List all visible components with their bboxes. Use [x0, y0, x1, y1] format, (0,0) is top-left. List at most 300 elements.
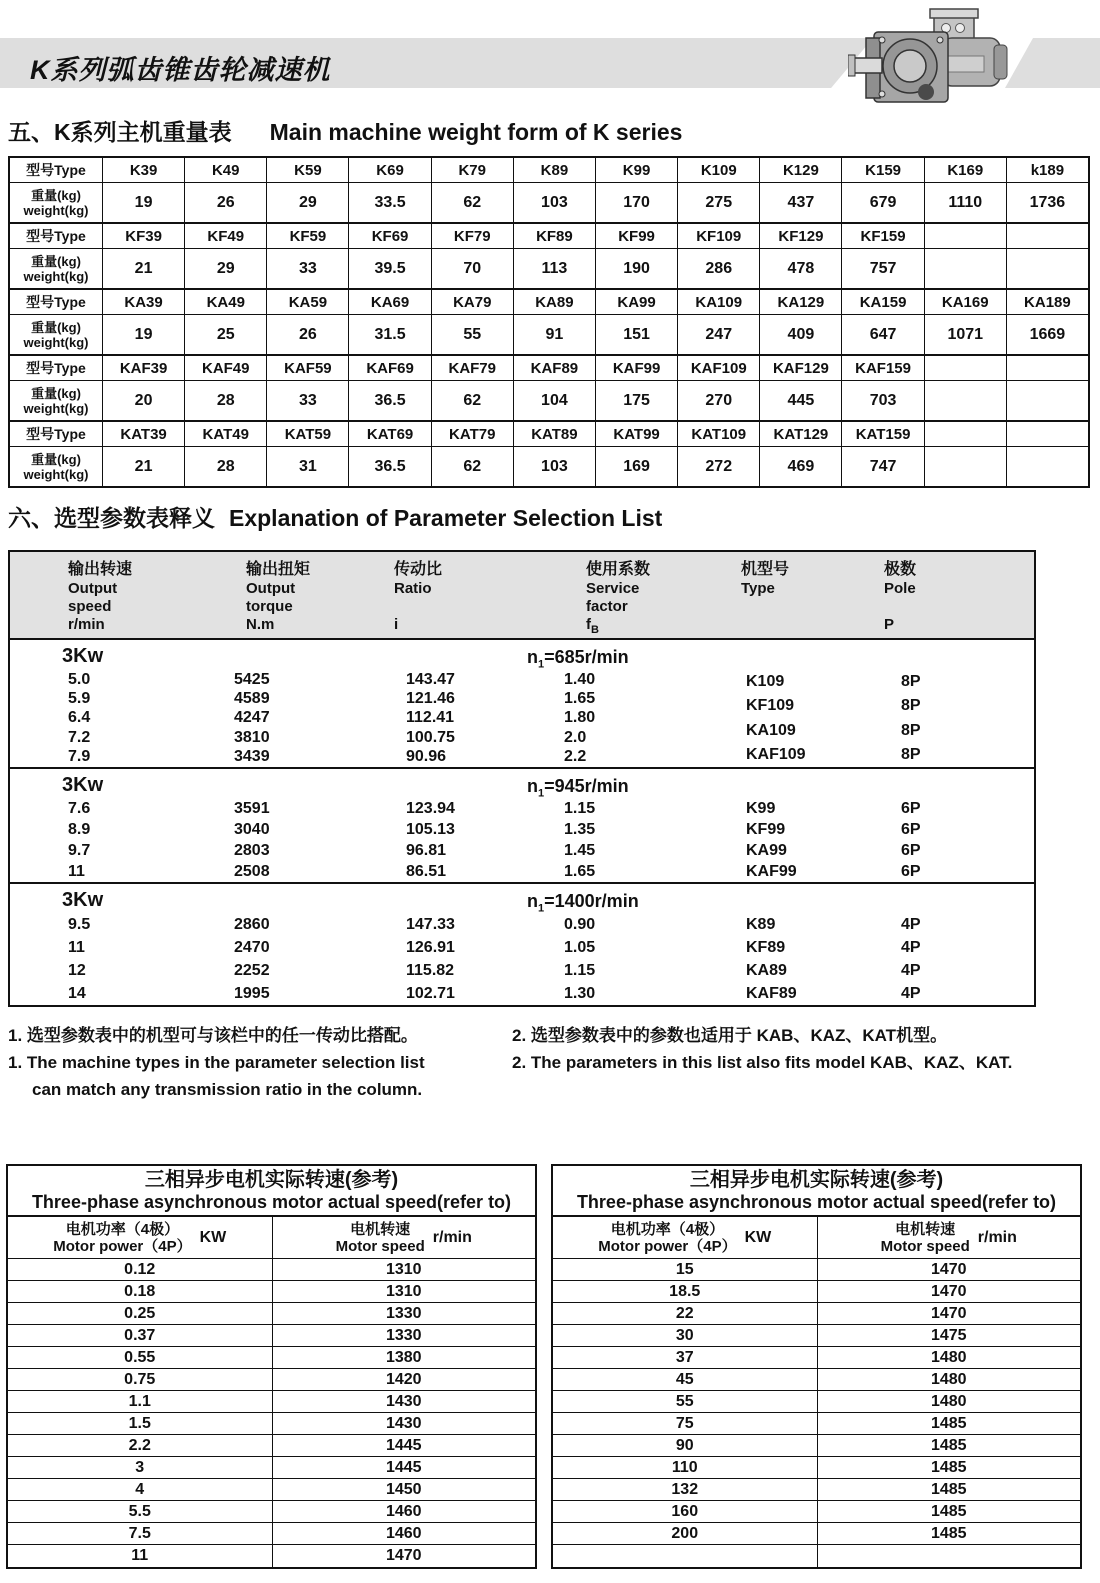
- weight-cell: 272: [677, 446, 759, 486]
- type-cell: KAT159: [841, 420, 923, 446]
- type-cell: KA49: [184, 288, 266, 314]
- motor-table-title: 三相异步电机实际转速(参考) Three-phase asynchronous motor actual speed(refer to): [8, 1166, 535, 1217]
- weight-cell: 170: [595, 182, 677, 222]
- type-cell: KAF109: [677, 354, 759, 380]
- output-torque-value: 3591: [234, 800, 270, 818]
- motor-speed-tables: [6, 1164, 1082, 1569]
- section-5-title-cn: 五、K系列主机重量表: [8, 119, 232, 145]
- weight-cell: 270: [677, 380, 759, 420]
- output-torque-value: 2470: [234, 939, 270, 957]
- type-value: KAF109: [746, 745, 806, 763]
- note-1-en-line1: 1. The machine types in the parameter selection list: [8, 1053, 425, 1072]
- section-5-title-en: Main machine weight form of K series: [269, 119, 683, 145]
- motor-table-row: [8, 1523, 535, 1545]
- type-cell: K129: [759, 156, 841, 182]
- motor-power-cell: 22: [675, 1304, 694, 1322]
- motor-power-cell: 45: [675, 1370, 694, 1388]
- motor-power-cell: 7.5: [128, 1524, 151, 1542]
- weight-table: [8, 156, 1090, 488]
- service-factor-column: [506, 670, 666, 767]
- power-label: 3Kw: [62, 645, 104, 667]
- type-value: KF99: [746, 821, 786, 839]
- pole-value: 4P: [901, 984, 921, 1002]
- output-speed-value: 9.7: [68, 841, 91, 859]
- motor-power-cell: 200: [671, 1524, 699, 1542]
- type-cell: KAT129: [759, 420, 841, 446]
- motor-speed-cell: 1485: [817, 1523, 1081, 1544]
- type-cell: K169: [924, 156, 1006, 182]
- ratio-value: 147.33: [406, 916, 455, 934]
- output-torque-value: 2803: [234, 841, 270, 859]
- type-row-header: 型号Type: [10, 288, 102, 314]
- type-cell: KA89: [513, 288, 595, 314]
- type-cell: KAF79: [431, 354, 513, 380]
- type-cell: KAF89: [513, 354, 595, 380]
- type-cell: KAT69: [348, 420, 430, 446]
- weight-cell: [1006, 248, 1088, 288]
- motor-power-cell: 0.55: [124, 1348, 156, 1366]
- motor-speed-cell: 1430: [272, 1391, 536, 1412]
- weight-cell: 20: [102, 380, 184, 420]
- motor-speed-header: 电机转速 Motor speed r/min: [272, 1217, 536, 1258]
- parameter-column-header: 输出转速 Output speed r/min: [68, 561, 133, 633]
- output-torque-value: 2252: [234, 961, 270, 979]
- weight-cell: 104: [513, 380, 595, 420]
- motor-power-cell: 0.37: [124, 1326, 156, 1344]
- type-cell: KF59: [266, 222, 348, 248]
- ratio-value: 86.51: [406, 862, 447, 880]
- pole-value: 6P: [901, 800, 921, 818]
- weight-cell: [924, 248, 1006, 288]
- pole-value: 4P: [901, 961, 921, 979]
- type-cell: KAT99: [595, 420, 677, 446]
- type-cell: KF39: [102, 222, 184, 248]
- motor-table-row: [8, 1259, 535, 1281]
- motor-speed-header: 电机转速 Motor speed r/min: [817, 1217, 1081, 1258]
- motor-speed-table: [551, 1164, 1082, 1569]
- weight-row-header: 重量(kg) weight(kg): [10, 446, 102, 486]
- type-cell: KF99: [595, 222, 677, 248]
- output-speed-value: 7.2: [68, 728, 91, 746]
- weight-cell: 62: [431, 182, 513, 222]
- motor-speed-cell: 1480: [817, 1391, 1081, 1412]
- weight-cell: 478: [759, 248, 841, 288]
- input-speed-label: $n_1=685r/\min$: [527, 647, 629, 671]
- type-cell: KA69: [348, 288, 430, 314]
- weight-cell: 39.5: [348, 248, 430, 288]
- weight-cell: 747: [841, 446, 923, 486]
- weight-cell: 409: [759, 314, 841, 354]
- weight-cell: 55: [431, 314, 513, 354]
- weight-cell: 679: [841, 182, 923, 222]
- pole-value: 8P: [901, 697, 921, 715]
- output-speed-value: 6.4: [68, 709, 91, 727]
- ratio-column: [336, 799, 506, 882]
- motor-speed-cell: 1470: [272, 1545, 536, 1567]
- motor-table-row: [8, 1303, 535, 1325]
- motor-power-cell: 110: [671, 1458, 698, 1476]
- weight-cell: 1110: [924, 182, 1006, 222]
- ratio-value: 90.96: [406, 748, 447, 766]
- weight-row-header: 重量(kg) weight(kg): [10, 380, 102, 420]
- motor-power-cell: 0.12: [124, 1260, 156, 1278]
- output-torque-value: 2860: [234, 916, 270, 934]
- service-factor-value: 1.65: [564, 690, 596, 708]
- type-cell: KAT89: [513, 420, 595, 446]
- section-6-title-cn: 六、选型参数表释义: [8, 505, 215, 531]
- motor-table-row: [553, 1325, 1080, 1347]
- weight-cell: 19: [102, 182, 184, 222]
- pole-column: [826, 799, 1034, 882]
- motor-power-cell: 15: [675, 1260, 694, 1278]
- motor-speed-cell: 1485: [817, 1435, 1081, 1456]
- output-torque-column: [176, 799, 336, 882]
- output-speed-value: 7.6: [68, 800, 91, 818]
- type-cell: KA189: [1006, 288, 1088, 314]
- weight-cell: 31: [266, 446, 348, 486]
- output-torque-column: [176, 914, 336, 1005]
- type-cell: KAF69: [348, 354, 430, 380]
- motor-speed-unit: r/min: [977, 1228, 1017, 1246]
- service-factor-column: [506, 914, 666, 1005]
- motor-table-row: [553, 1281, 1080, 1303]
- ratio-column: [336, 670, 506, 767]
- motor-power-cell: 75: [675, 1414, 694, 1432]
- motor-table-row: [553, 1435, 1080, 1457]
- ratio-value: 115.82: [406, 961, 455, 979]
- motor-power-cell: 1.1: [128, 1392, 151, 1410]
- motor-table-row: [553, 1391, 1080, 1413]
- weight-cell: 1736: [1006, 182, 1088, 222]
- output-speed-column: [10, 799, 176, 882]
- type-cell: KA59: [266, 288, 348, 314]
- service-factor-value: 1.30: [564, 984, 596, 1002]
- weight-cell: 26: [266, 314, 348, 354]
- motor-power-cell: 3: [135, 1458, 145, 1476]
- type-value: KF109: [746, 697, 795, 715]
- type-cell: KA159: [841, 288, 923, 314]
- type-cell: K69: [348, 156, 430, 182]
- weight-cell: [1006, 446, 1088, 486]
- note-1: [8, 1022, 425, 1103]
- weight-cell: 275: [677, 182, 759, 222]
- motor-speed-cell: 1475: [817, 1325, 1081, 1346]
- motor-power-cell: 0.75: [124, 1370, 156, 1388]
- motor-power-cell: 160: [671, 1502, 699, 1520]
- gear-motor-image: [848, 4, 1016, 112]
- motor-speed-cell: 1480: [817, 1347, 1081, 1368]
- motor-table-row: [553, 1479, 1080, 1501]
- motor-table-row: [8, 1369, 535, 1391]
- type-cell: K99: [595, 156, 677, 182]
- weight-cell: 36.5: [348, 380, 430, 420]
- output-torque-value: 3810: [234, 728, 270, 746]
- motor-power-cell: 5.5: [128, 1502, 151, 1520]
- motor-speed-cell: 1310: [272, 1259, 536, 1280]
- motor-speed-cell: 1450: [272, 1479, 536, 1500]
- motor-power-unit: KW: [199, 1228, 227, 1246]
- weight-cell: 36.5: [348, 446, 430, 486]
- motor-power-cell: 2.2: [128, 1436, 151, 1454]
- type-cell: KAT49: [184, 420, 266, 446]
- type-cell: KF49: [184, 222, 266, 248]
- weight-cell: 70: [431, 248, 513, 288]
- motor-speed-cell: 1310: [272, 1281, 536, 1302]
- type-row-header: 型号Type: [10, 222, 102, 248]
- motor-power-cell: 11: [131, 1547, 149, 1564]
- motor-speed-table: [6, 1164, 537, 1569]
- weight-cell: 62: [431, 446, 513, 486]
- type-cell: KA39: [102, 288, 184, 314]
- output-torque-value: 3040: [234, 821, 270, 839]
- type-cell: KF89: [513, 222, 595, 248]
- motor-table-rows: [553, 1259, 1080, 1567]
- weight-cell: [1006, 380, 1088, 420]
- motor-power-header: 电机功率（4极） Motor power（4P） KW: [53, 1220, 227, 1255]
- output-speed-column: [10, 670, 176, 767]
- motor-table-header: [8, 1217, 535, 1259]
- weight-row-header: 重量(kg) weight(kg): [10, 182, 102, 222]
- motor-speed-cell: [817, 1545, 1081, 1567]
- type-row-header: 型号Type: [10, 354, 102, 380]
- type-column: [666, 799, 826, 882]
- type-cell: KAF49: [184, 354, 266, 380]
- note-1-en-line2: can match any transmission ratio in the column.: [32, 1080, 423, 1099]
- type-value: KA89: [746, 961, 787, 979]
- weight-cell: 757: [841, 248, 923, 288]
- weight-cell: 647: [841, 314, 923, 354]
- type-cell: [924, 222, 1006, 248]
- service-factor-value: 1.40: [564, 670, 596, 688]
- motor-table-row: [8, 1457, 535, 1479]
- input-speed-label: $n_1=1400r/\min$: [527, 891, 639, 915]
- weight-cell: 91: [513, 314, 595, 354]
- weight-cell: 113: [513, 248, 595, 288]
- weight-cell: 1071: [924, 314, 1006, 354]
- weight-cell: 103: [513, 446, 595, 486]
- pole-value: 8P: [901, 721, 921, 739]
- output-speed-value: 5.9: [68, 690, 91, 708]
- service-factor-value: 2.2: [564, 748, 587, 766]
- motor-speed-cell: 1485: [817, 1457, 1081, 1478]
- type-cell: KAT59: [266, 420, 348, 446]
- parameter-table-body: [10, 640, 1034, 1005]
- motor-table-row: [553, 1545, 1080, 1567]
- weight-cell: 28: [184, 446, 266, 486]
- parameter-table-header: [10, 552, 1034, 640]
- motor-speed-cell: 1460: [272, 1523, 536, 1544]
- type-cell: KA129: [759, 288, 841, 314]
- output-speed-column: [10, 914, 176, 1005]
- weight-cell: 1669: [1006, 314, 1088, 354]
- ratio-value: 100.75: [406, 728, 455, 746]
- output-torque-value: 2508: [234, 862, 270, 880]
- type-cell: KAF129: [759, 354, 841, 380]
- motor-table-row: [8, 1391, 535, 1413]
- weight-cell: 169: [595, 446, 677, 486]
- service-factor-value: 0.90: [564, 916, 596, 934]
- type-cell: KF109: [677, 222, 759, 248]
- type-cell: K59: [266, 156, 348, 182]
- type-cell: KAF59: [266, 354, 348, 380]
- motor-table-row: [553, 1303, 1080, 1325]
- output-torque-column: [176, 670, 336, 767]
- output-speed-value: 11: [68, 939, 85, 957]
- motor-table-row: [553, 1259, 1080, 1281]
- weight-cell: 21: [102, 248, 184, 288]
- weight-cell: 151: [595, 314, 677, 354]
- type-cell: KA99: [595, 288, 677, 314]
- type-cell: K109: [677, 156, 759, 182]
- parameter-column-header: 极数 Pole P: [884, 561, 917, 633]
- output-speed-value: 9.5: [68, 916, 91, 934]
- motor-table-row: [8, 1325, 535, 1347]
- pole-value: 6P: [901, 862, 921, 880]
- ratio-column: [336, 914, 506, 1005]
- motor-power-cell: 30: [675, 1326, 694, 1344]
- motor-table-row: [553, 1457, 1080, 1479]
- weight-cell: 28: [184, 380, 266, 420]
- parameter-column-header: 使用系数 Service factor $f_B$: [586, 561, 651, 636]
- weight-cell: 62: [431, 380, 513, 420]
- type-value: K109: [746, 673, 785, 691]
- pole-column: [826, 914, 1034, 1005]
- section-6-title-en: Explanation of Parameter Selection List: [229, 505, 663, 531]
- motor-speed-cell: 1470: [817, 1281, 1081, 1302]
- service-factor-value: 1.65: [564, 862, 596, 880]
- pole-value: 4P: [901, 939, 921, 957]
- motor-speed-cell: 1470: [817, 1303, 1081, 1324]
- ratio-value: 121.46: [406, 690, 455, 708]
- type-value: K89: [746, 916, 776, 934]
- motor-speed-cell: 1380: [272, 1347, 536, 1368]
- motor-table-row: [8, 1413, 535, 1435]
- weight-cell: 25: [184, 314, 266, 354]
- type-cell: [924, 354, 1006, 380]
- output-torque-value: 1995: [234, 984, 270, 1002]
- type-cell: K39: [102, 156, 184, 182]
- note-2: [512, 1022, 1012, 1076]
- power-label: 3Kw: [62, 889, 104, 911]
- motor-table-row: [553, 1347, 1080, 1369]
- parameter-block: [10, 882, 1034, 1005]
- parameter-column-header: 输出扭矩 Output torque N.m: [246, 561, 311, 633]
- motor-speed-cell: 1485: [817, 1413, 1081, 1434]
- input-speed-label: $n_1=945r/\min$: [527, 776, 629, 800]
- service-factor-value: 1.35: [564, 821, 596, 839]
- weight-cell: 26: [184, 182, 266, 222]
- section-6-title: [8, 500, 662, 533]
- type-value: KAF89: [746, 984, 797, 1002]
- page-title: K系列弧齿锥齿轮减速机: [30, 55, 331, 85]
- service-factor-value: 1.15: [564, 961, 596, 979]
- type-column: [666, 670, 826, 767]
- type-cell: KAF99: [595, 354, 677, 380]
- ratio-value: 105.13: [406, 821, 455, 839]
- motor-speed-cell: 1445: [272, 1435, 536, 1456]
- motor-speed-cell: 1330: [272, 1325, 536, 1346]
- motor-speed-cell: 1485: [817, 1501, 1081, 1522]
- type-value: KAF99: [746, 862, 797, 880]
- pole-value: 6P: [901, 821, 921, 839]
- motor-speed-cell: 1430: [272, 1413, 536, 1434]
- parameter-column-header: 传动比 Ratio i: [394, 561, 443, 633]
- parameter-block: [10, 640, 1034, 767]
- note-1-cn: 1. 选型参数表中的机型可与该栏中的任一传动比搭配。: [8, 1026, 418, 1045]
- motor-power-cell: 4: [135, 1480, 145, 1498]
- motor-speed-unit: r/min: [432, 1228, 472, 1246]
- type-cell: [924, 420, 1006, 446]
- power-label: 3Kw: [62, 774, 104, 796]
- weight-cell: 33.5: [348, 182, 430, 222]
- weight-cell: 247: [677, 314, 759, 354]
- type-cell: [1006, 420, 1088, 446]
- ratio-value: 102.71: [406, 984, 455, 1002]
- ratio-value: 143.47: [406, 670, 455, 688]
- pole-value: 8P: [901, 673, 921, 691]
- motor-table-row: [553, 1369, 1080, 1391]
- type-value: KA109: [746, 721, 796, 739]
- type-cell: KF159: [841, 222, 923, 248]
- weight-cell: 175: [595, 380, 677, 420]
- type-cell: KAF39: [102, 354, 184, 380]
- motor-power-unit: KW: [744, 1228, 772, 1246]
- service-factor-value: 1.45: [564, 841, 596, 859]
- service-factor-column: [506, 799, 666, 882]
- section-5-title: [8, 114, 682, 147]
- motor-table-row: [553, 1523, 1080, 1545]
- motor-power-cell: 37: [675, 1348, 694, 1366]
- type-cell: [1006, 354, 1088, 380]
- weight-cell: 31.5: [348, 314, 430, 354]
- output-torque-value: 4589: [234, 690, 270, 708]
- type-cell: KAT39: [102, 420, 184, 446]
- service-factor-value: 1.80: [564, 709, 596, 727]
- weight-cell: 703: [841, 380, 923, 420]
- pole-value: 6P: [901, 841, 921, 859]
- parameter-table: [8, 550, 1036, 1007]
- weight-cell: 437: [759, 182, 841, 222]
- type-value: KA99: [746, 841, 787, 859]
- type-row-header: 型号Type: [10, 420, 102, 446]
- ratio-value: 123.94: [406, 800, 455, 818]
- output-torque-value: 4247: [234, 709, 270, 727]
- motor-speed-cell: 1485: [817, 1479, 1081, 1500]
- motor-power-cell: 90: [675, 1436, 694, 1454]
- motor-speed-cell: 1480: [817, 1369, 1081, 1390]
- motor-speed-cell: 1420: [272, 1369, 536, 1390]
- output-speed-value: 12: [68, 961, 86, 979]
- motor-power-cell: 18.5: [669, 1282, 701, 1300]
- output-speed-value: 14: [68, 984, 86, 1002]
- note-2-en: 2. The parameters in this list also fits model KAB、KAZ、KAT.: [512, 1053, 1013, 1072]
- weight-cell: 29: [184, 248, 266, 288]
- weight-cell: 19: [102, 314, 184, 354]
- type-cell: KF129: [759, 222, 841, 248]
- parameter-column-header: 机型号 Type: [741, 561, 790, 597]
- motor-speed-cell: 1445: [272, 1457, 536, 1478]
- type-cell: [1006, 222, 1088, 248]
- motor-table-title: 三相异步电机实际转速(参考) Three-phase asynchronous motor actual speed(refer to): [553, 1166, 1080, 1217]
- weight-cell: 103: [513, 182, 595, 222]
- ratio-value: 96.81: [406, 841, 447, 859]
- note-2-cn: 2. 选型参数表中的参数也适用于 KAB、KAZ、KAT机型。: [512, 1026, 948, 1045]
- weight-cell: [924, 380, 1006, 420]
- motor-power-cell: [553, 1545, 817, 1567]
- motor-table-row: [553, 1501, 1080, 1523]
- type-cell: K79: [431, 156, 513, 182]
- pole-value: 8P: [901, 745, 921, 763]
